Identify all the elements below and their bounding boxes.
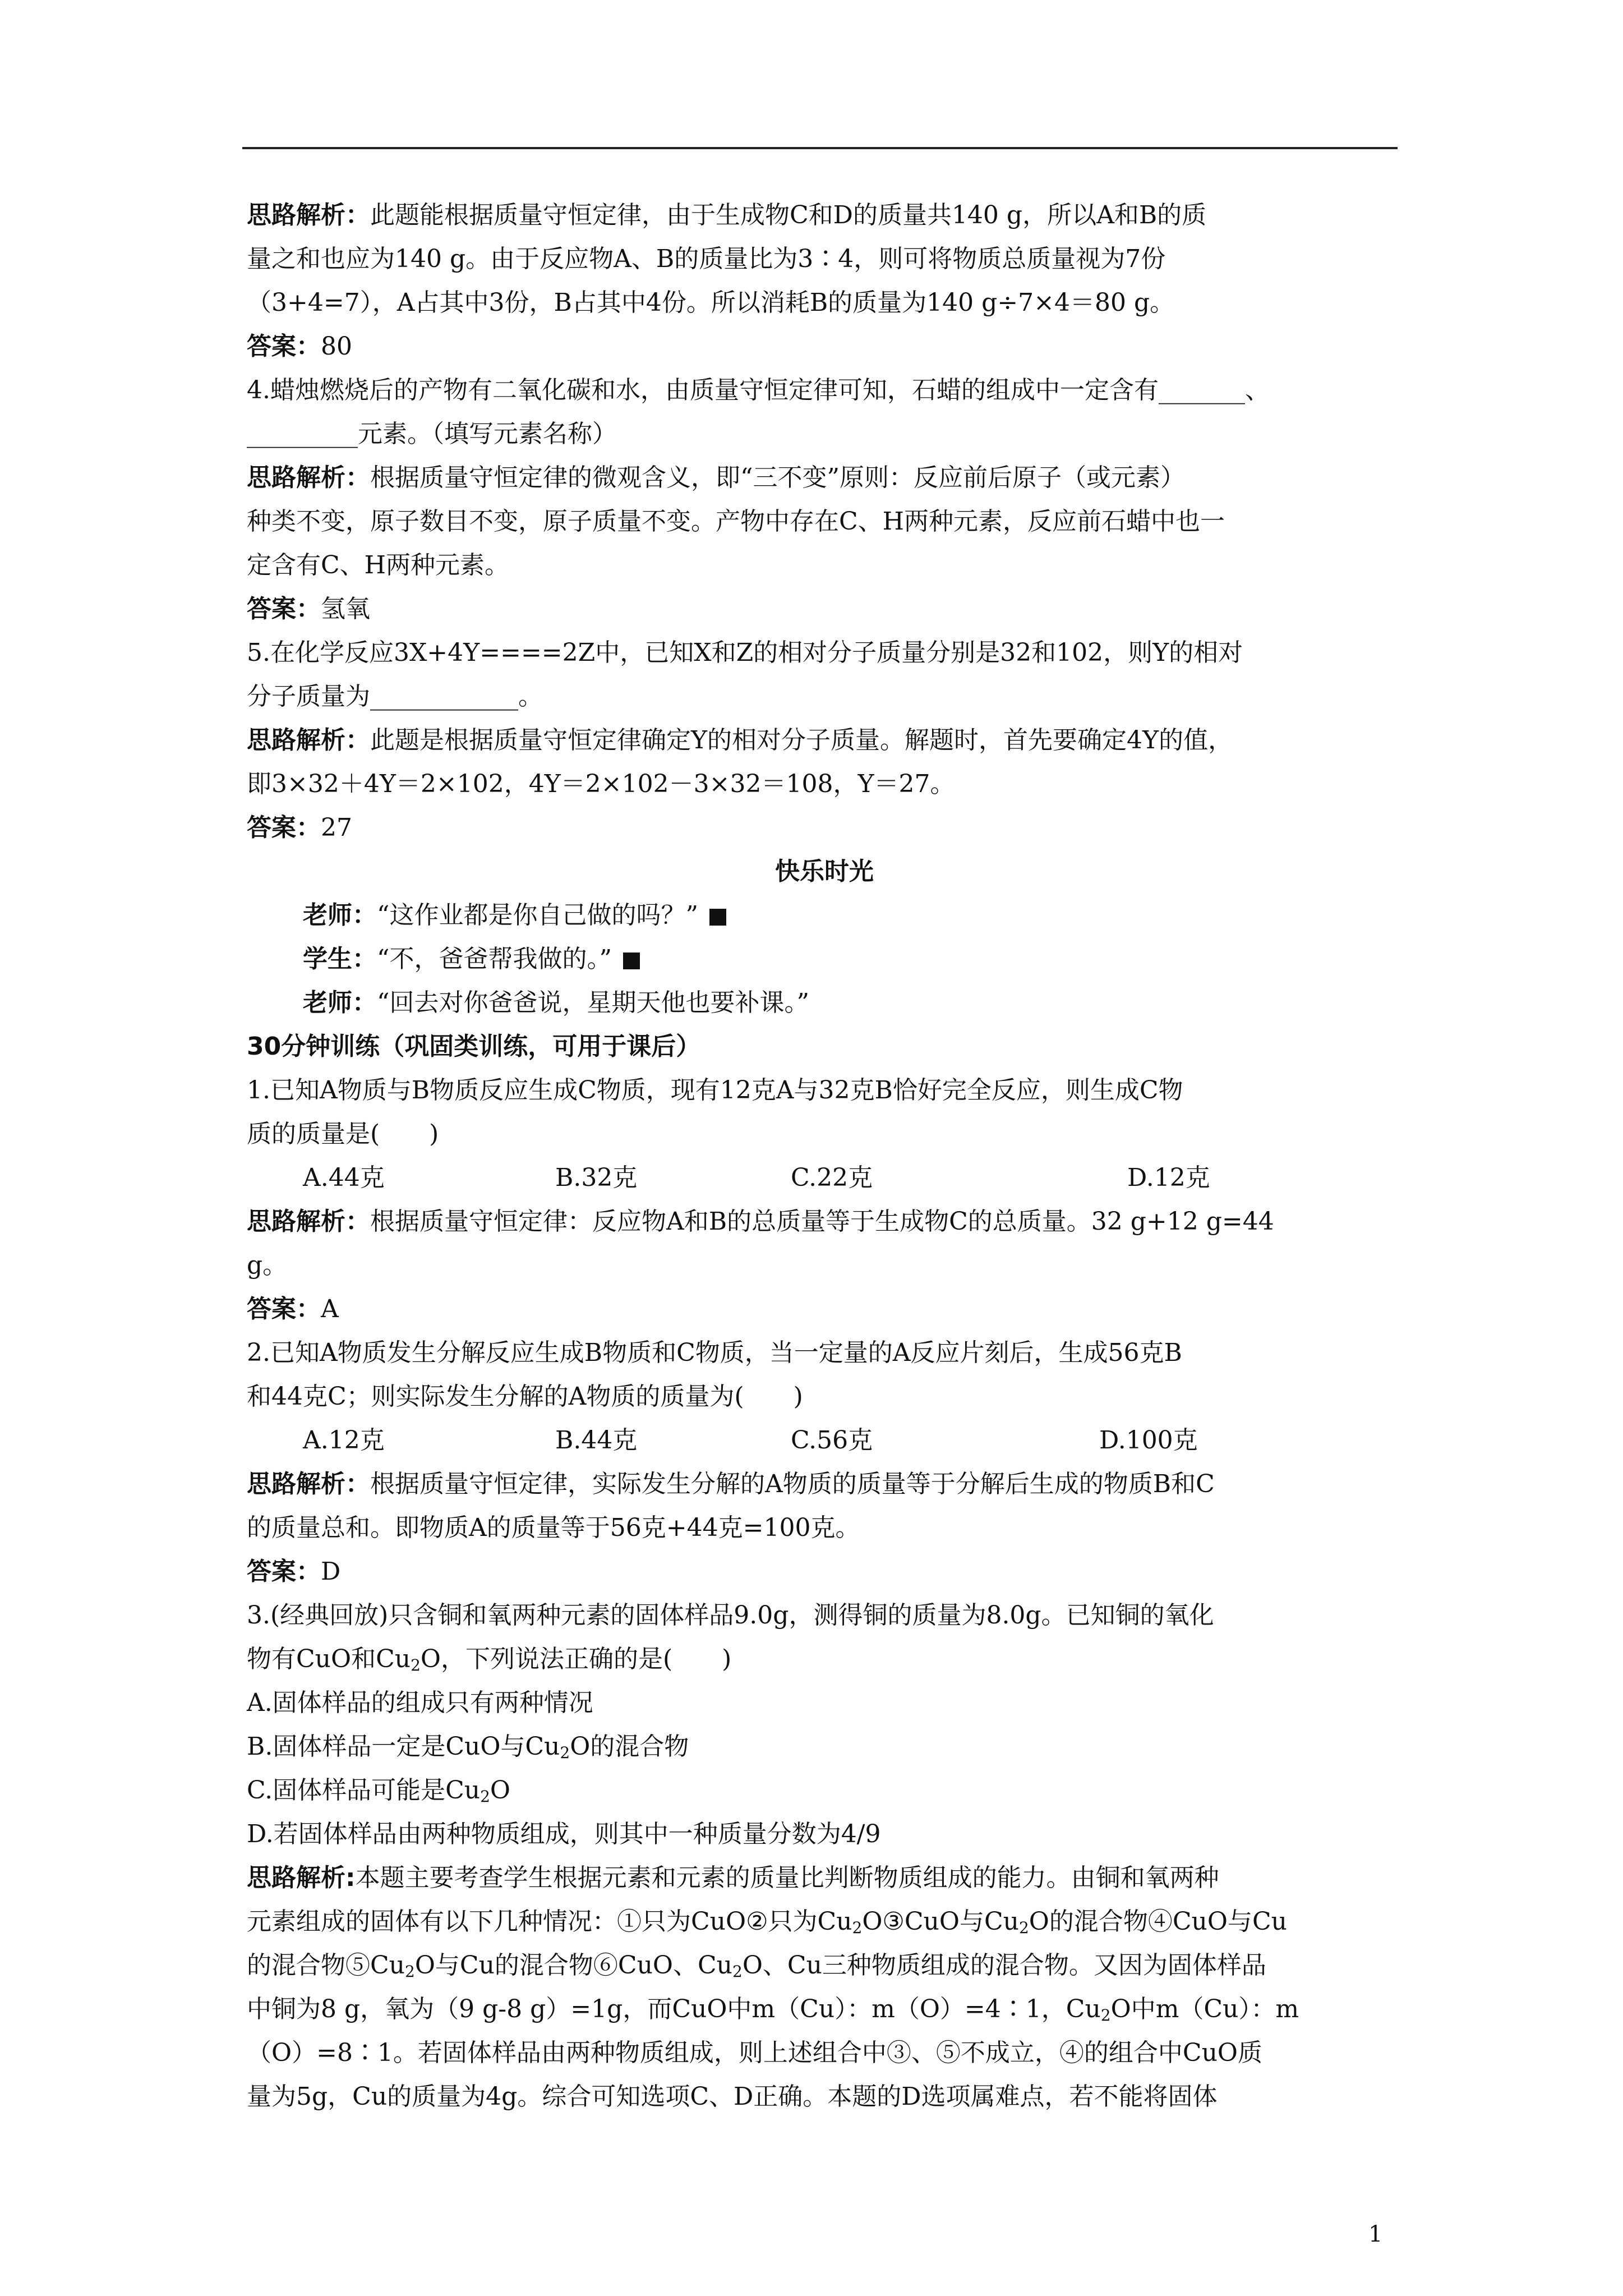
t3-option-d: D.若固体样品由两种物质组成，则其中一种质量分数为4/9 [247, 1820, 881, 1848]
t1-answer: 答案：A [247, 1295, 339, 1323]
t1-stem: 1.已知A物质与B物质反应生成C物质，现有12克A与32克B恰好完全反应，则生成C物 [247, 1076, 1183, 1105]
t3-analysis-line: 元素组成的固体有以下几种情况：①只为CuO②只为$Cu_2O③CuO$与$Cu_2O$的混合物④CuO与Cu [247, 1907, 1287, 1937]
joke-line: 老师：“回去对你爸爸说，星期天他也要补课。” [303, 988, 809, 1017]
t3-analysis-line: 中铜为8 g，氧为（9 g-8 g）=1g，而CuO中m（Cu）：m（O）=4∶1，$Cu_2O$中m（Cu）：m [247, 1995, 1299, 2024]
option-c: C.22克 [791, 1163, 873, 1192]
q4-analysis-line: 定含有C、H两种元素。 [247, 551, 510, 579]
t1-analysis-line: g。 [247, 1251, 288, 1280]
t3-option-a: A.固体样品的组成只有两种情况 [247, 1688, 593, 1717]
option-b: B.32克 [555, 1163, 638, 1192]
q5-stem: 分子质量为____________。 [247, 682, 543, 711]
q4-stem: 4.蜡烛燃烧后的产物有二氧化碳和水，由质量守恒定律可知，石蜡的组成中一定含有_______、 [247, 376, 1270, 404]
content [247, 194, 1402, 2119]
t1-options [247, 1156, 1402, 1200]
t3-stem: 物有CuO和$Cu_2O$，下列说法正确的是( ) [247, 1645, 732, 1674]
square-mark-icon [623, 953, 640, 969]
t1-analysis-line: 思路解析：根据质量守恒定律：反应物A和B的总质量等于生成物C的总质量。32 g+12 g=44 [247, 1207, 1274, 1236]
q5-analysis-line: 思路解析：此题是根据质量守恒定律确定Y的相对分子质量。解题时，首先要确定4Y的值， [247, 726, 1233, 754]
prev-analysis-line: （3+4=7），A占其中3份，B占其中4份。所以消耗B的质量为140 g÷7×4＝80 g。 [247, 288, 1175, 317]
t3-option-c: C.固体样品可能是$Cu_2O$ [247, 1776, 510, 1806]
t2-analysis-line: 思路解析：根据质量守恒定律，实际发生分解的A物质的质量等于分解后生成的物质B和C [247, 1470, 1215, 1498]
t2-analysis-line: 的质量总和。即物质A的质量等于56克+44克=100克。 [247, 1513, 860, 1542]
option-a: A.12克 [303, 1426, 385, 1455]
t3-analysis-line: 的混合物$⑤Cu_2O$与Cu的混合物⑥CuO、$Cu_2O$、Cu三种物质组成的混合物。又因为固体样品 [247, 1951, 1266, 1981]
t3-analysis-line: （O）=8∶1。若固体样品由两种物质组成，则上述组合中③、⑤不成立，④的组合中CuO质 [247, 2039, 1263, 2067]
option-a: A.44克 [303, 1163, 385, 1192]
prev-answer: 答案：80 [247, 332, 352, 361]
joke-line: 学生：“不，爸爸帮我做的。” [247, 937, 1402, 981]
option-d: D.100克 [1099, 1426, 1198, 1455]
t2-stem: 2.已知A物质发生分解反应生成B物质和C物质，当一定量的A反应片刻后，生成56克B [247, 1338, 1182, 1367]
joke-title: 快乐时光 [775, 857, 874, 886]
q4-analysis-line: 种类不变，原子数目不变，原子质量不变。产物中存在C、H两种元素，反应前石蜡中也一 [247, 507, 1225, 536]
t2-answer: 答案：D [247, 1557, 341, 1586]
t2-options [247, 1419, 1402, 1462]
option-c: C.56克 [791, 1426, 873, 1455]
prev-analysis-line: 量之和也应为140 g。由于反应物A、B的质量比为3∶4，则可将物质总质量视为7份 [247, 245, 1166, 273]
prev-analysis-line: 思路解析：此题能根据质量守恒定律，由于生成物C和D的质量共140 g，所以A和B的质 [247, 201, 1207, 229]
q4-stem: _________元素。（填写元素名称） [247, 420, 617, 448]
t3-analysis-line: 量为5g，Cu的质量为4g。综合可知选项C、D正确。本题的D选项属难点，若不能将固体 [247, 2082, 1218, 2111]
q4-analysis-line: 思路解析：根据质量守恒定律的微观含义，即“三不变”原则：反应前后原子（或元素） [247, 463, 1185, 492]
page-number: 1 [1368, 2221, 1383, 2247]
q4-answer: 答案：氢氧 [247, 595, 370, 623]
q5-answer: 答案：27 [247, 813, 352, 842]
t2-stem: 和44克C；则实际发生分解的A物质的质量为( ) [247, 1382, 803, 1411]
square-mark-icon [709, 909, 726, 926]
joke-line: 老师：“这作业都是你自己做的吗？” [247, 894, 1402, 937]
header-rule [242, 147, 1398, 149]
t3-stem: 3.(经典回放)只含铜和氧两种元素的固体样品9.0g，测得铜的质量为8.0g。已知铜的氧化 [247, 1601, 1214, 1630]
q5-analysis-line: 即3×32＋4Y＝2×102，4Y＝2×102－3×32＝108，Y＝27。 [247, 770, 955, 798]
q5-stem: 5.在化学反应3X+4Y====2Z中，已知X和Z的相对分子质量分别是32和102，则Y的相对 [247, 638, 1243, 667]
t1-stem: 质的质量是( ) [247, 1120, 439, 1148]
t3-option-b: B.固体样品一定是CuO与$Cu_2O$的混合物 [247, 1732, 689, 1762]
section-title: 30分钟训练（巩固类训练，可用于课后） [247, 1032, 701, 1061]
t3-analysis-line: 思路解析:本题主要考查学生根据元素和元素的质量比判断物质组成的能力。由铜和氧两种 [247, 1864, 1219, 1892]
option-b: B.44克 [555, 1426, 638, 1455]
option-d: D.12克 [1127, 1163, 1210, 1192]
